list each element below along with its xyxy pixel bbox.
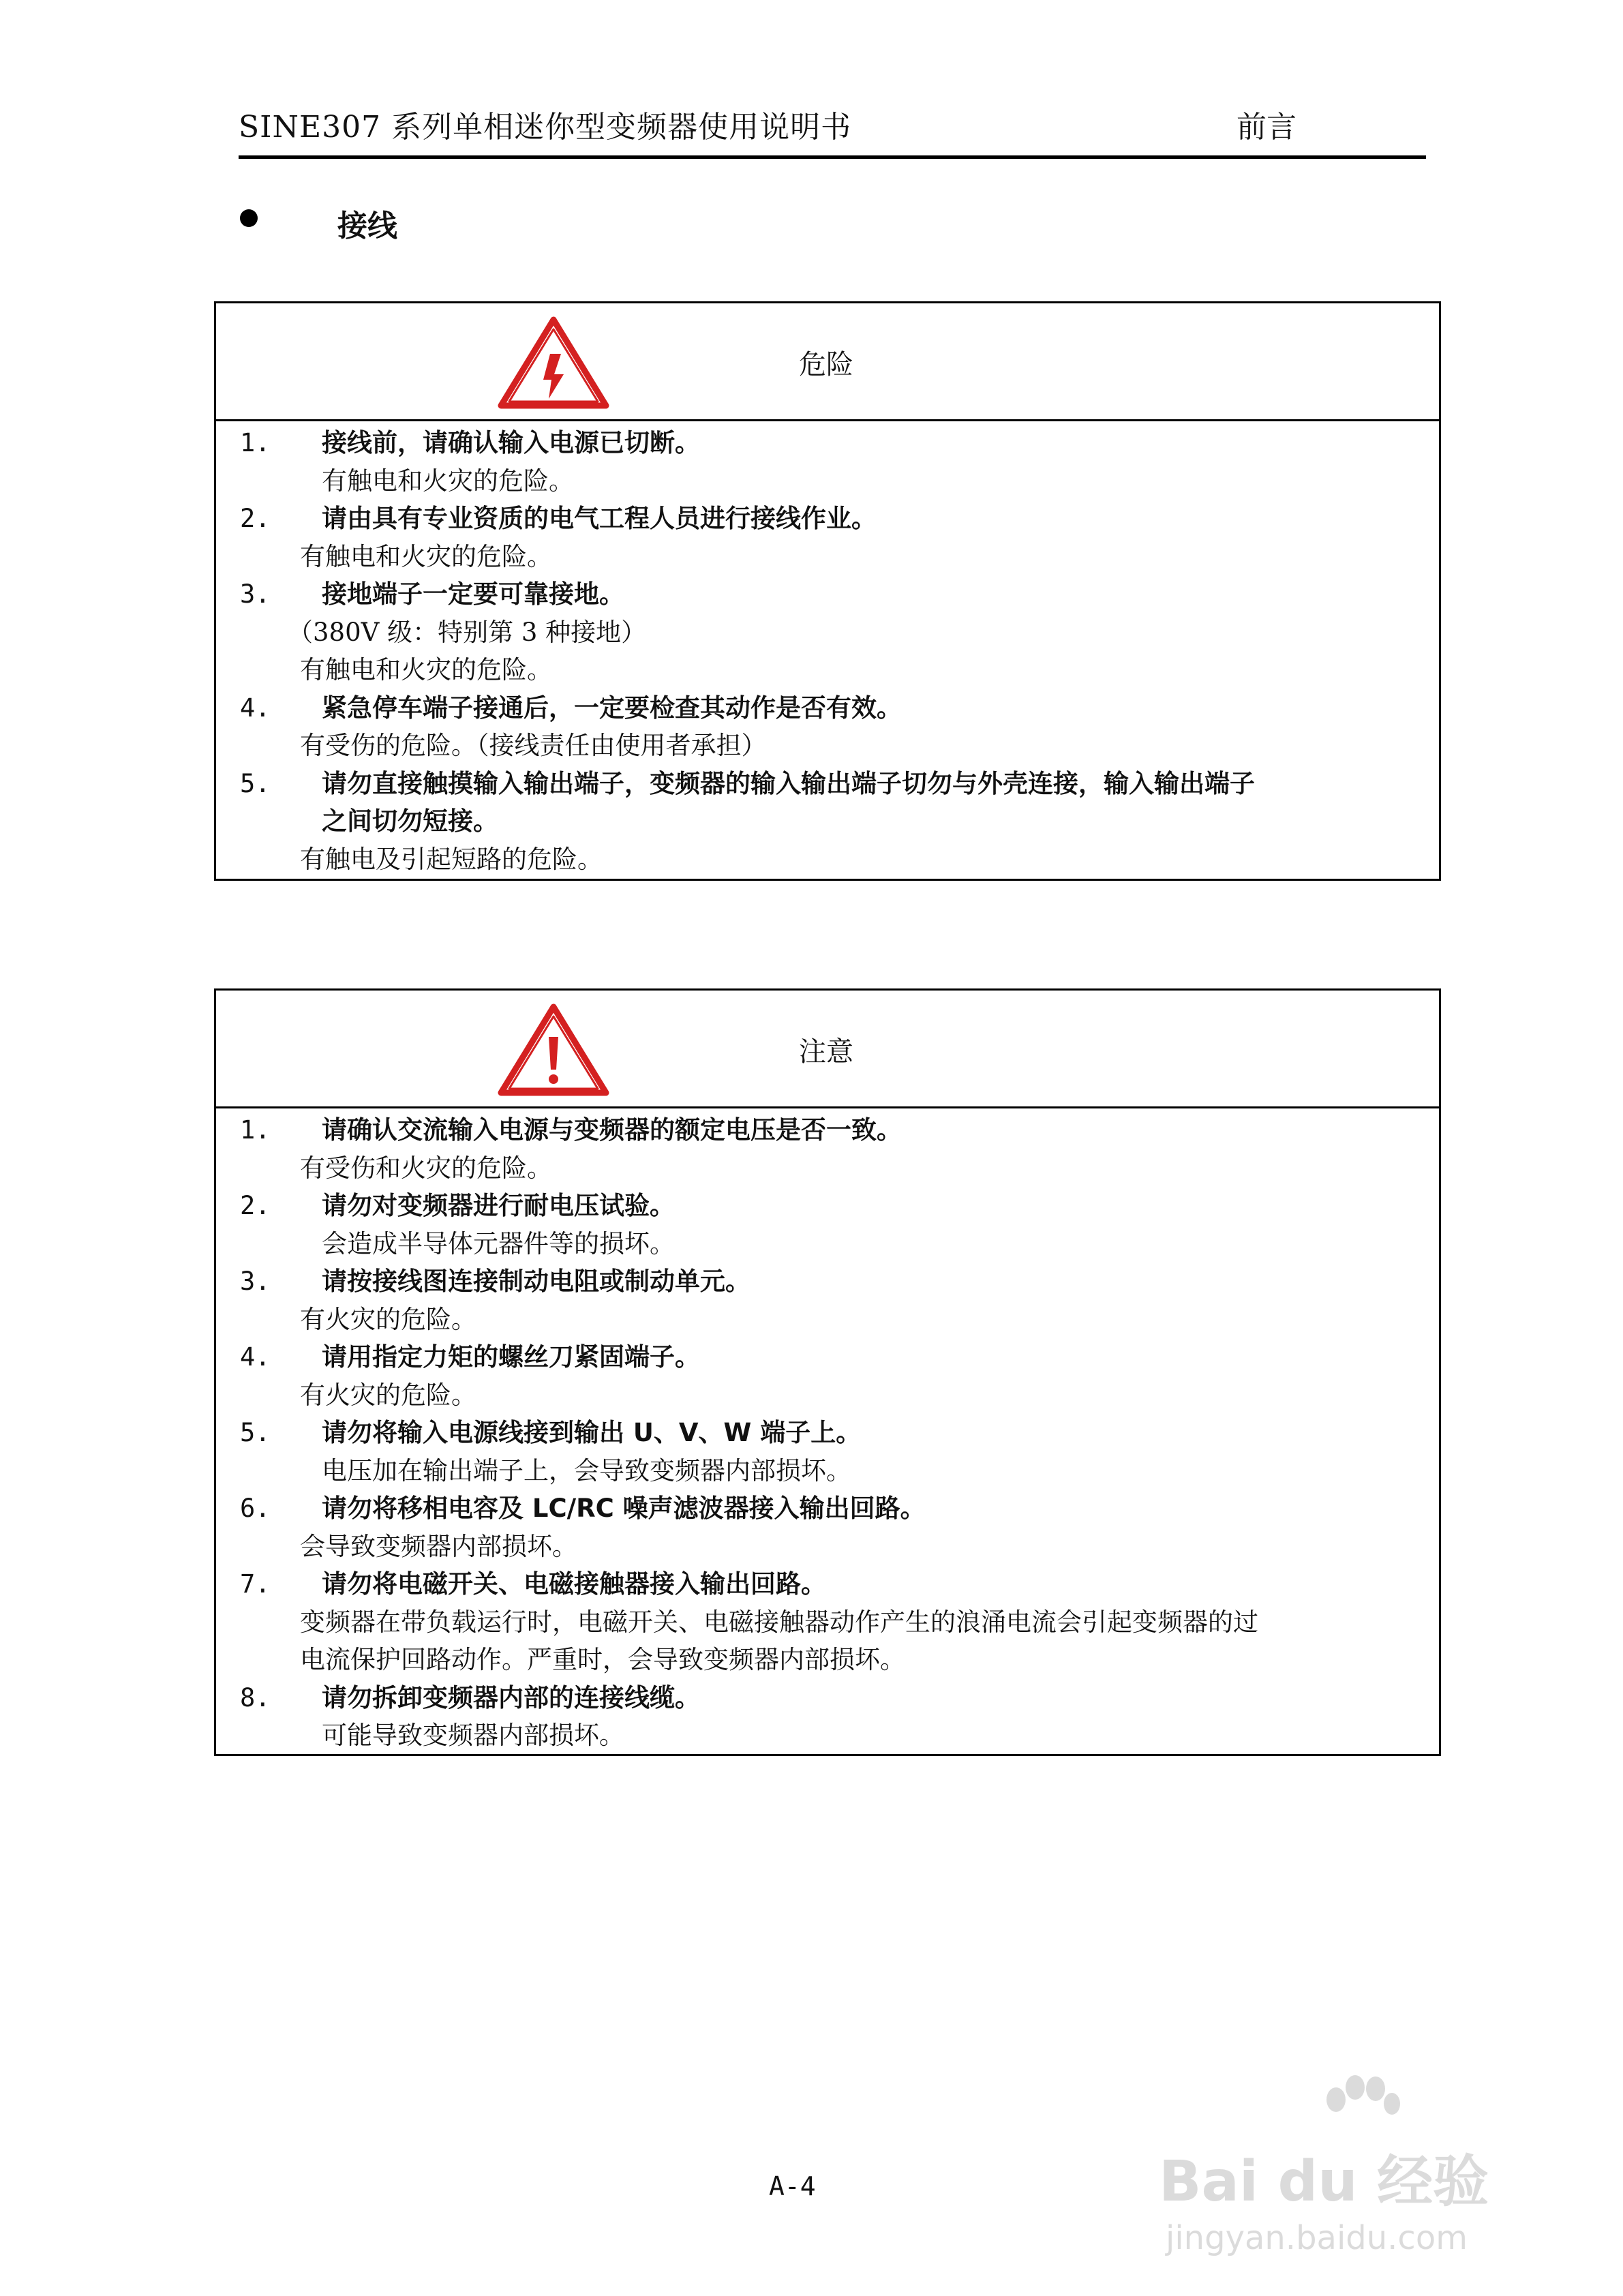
- item-number: 5.: [240, 768, 271, 798]
- item-title: 请勿对变频器进行耐电压试验。: [322, 1191, 675, 1220]
- section-heading: 接线: [337, 209, 397, 243]
- item-description: 变频器在带负载运行时，电磁开关、电磁接触器动作产生的浪涌电流会引起变频器的过: [300, 1607, 1258, 1637]
- caution-title: 注意: [799, 1036, 853, 1068]
- document-title: SINE307 系列单相迷你型变频器使用说明书: [239, 110, 852, 145]
- item-number: 7.: [240, 1569, 271, 1599]
- item-description: 有受伤和火灾的危险。: [300, 1153, 552, 1183]
- item-title: 请勿将输入电源线接到输出 U、V、W 端子上。: [322, 1418, 862, 1447]
- item-title: 请勿直接触摸输入输出端子，变频器的输入输出端子切勿与外壳连接，输入输出端子: [322, 768, 1255, 798]
- list-item: [216, 1490, 1439, 1528]
- list-item: [216, 1565, 1439, 1603]
- bullet-icon: [240, 209, 258, 227]
- item-title: 接地端子一定要可靠接地。: [322, 579, 624, 609]
- item-number: 5.: [240, 1418, 271, 1447]
- list-item: [216, 1338, 1439, 1376]
- list-item: [216, 1187, 1439, 1225]
- item-number: 4.: [240, 693, 271, 723]
- item-title: 请确认交流输入电源与变频器的额定电压是否一致。: [322, 1115, 902, 1145]
- item-title: 请用指定力矩的螺丝刀紧固端子。: [322, 1342, 700, 1372]
- item-number: 6.: [240, 1494, 271, 1523]
- item-number: 1.: [240, 428, 271, 457]
- caution-box-header: [216, 991, 1439, 1108]
- list-item: [216, 424, 1439, 462]
- item-title: 请勿拆卸变频器内部的连接线缆。: [322, 1682, 700, 1712]
- list-item: [216, 575, 1439, 614]
- item-desc-row: [216, 651, 1439, 689]
- baidu-jingyan-watermark: [1159, 2072, 1541, 2277]
- caution-box: [214, 988, 1441, 1756]
- item-description: 有触电及引起短路的危险。: [300, 844, 603, 874]
- list-item: [216, 765, 1439, 803]
- item-title: 请按接线图连接制动电阻或制动单元。: [322, 1267, 750, 1296]
- item-desc-row: [216, 841, 1439, 879]
- item-number: 1.: [240, 1115, 271, 1145]
- list-item: [216, 1414, 1439, 1452]
- item-desc-row: [216, 1603, 1439, 1642]
- item-desc-row: [216, 727, 1439, 765]
- item-title-continued-row: [216, 802, 1439, 841]
- item-title: 请勿将移相电容及 LC/RC 噪声滤波器接入输出回路。: [322, 1494, 926, 1523]
- list-item: [216, 1679, 1439, 1717]
- item-description: 会造成半导体元器件等的损坏。: [322, 1228, 675, 1258]
- item-desc-row: [216, 1717, 1439, 1755]
- item-desc-row: [216, 1225, 1439, 1263]
- item-number: 2.: [240, 504, 271, 533]
- item-description: 有受伤的危险。（接线责任由使用者承担）: [300, 731, 767, 760]
- item-desc-row: [216, 1149, 1439, 1188]
- page-header: [239, 101, 1426, 159]
- item-number: 2.: [240, 1191, 271, 1220]
- danger-title: 危险: [799, 349, 853, 380]
- item-title-continued: 之间切勿短接。: [322, 806, 498, 836]
- item-title: 请勿将电磁开关、电磁接触器接入输出回路。: [322, 1569, 826, 1599]
- item-desc-row: [216, 614, 1439, 652]
- item-number: 8.: [240, 1682, 271, 1712]
- item-description: 会导致变频器内部损坏。: [300, 1531, 577, 1561]
- list-item: [216, 1263, 1439, 1301]
- item-description: 电流保护回路动作。严重时，会导致变频器内部损坏。: [300, 1645, 905, 1674]
- section-name: 前言: [1237, 110, 1296, 145]
- watermark-brand: Bai du 经验: [1159, 2149, 1489, 2214]
- item-description: 可能导致变频器内部损坏。: [322, 1721, 624, 1750]
- item-title: 紧急停车端子接通后，一定要检查其动作是否有效。: [322, 693, 902, 723]
- exclamation-warning-icon: [496, 1001, 611, 1097]
- list-item: [216, 500, 1439, 538]
- item-desc-row: [216, 1528, 1439, 1566]
- item-title: 接线前，请确认输入电源已切断。: [322, 428, 700, 457]
- item-title: 请由具有专业资质的电气工程人员进行接线作业。: [322, 504, 877, 533]
- item-description: 有火灾的危险。: [300, 1304, 476, 1334]
- item-number: 3.: [240, 579, 271, 609]
- item-description: 有火灾的危险。: [300, 1380, 476, 1410]
- watermark-url: jingyan.baidu.com: [1166, 2219, 1468, 2257]
- item-desc-row: [216, 1376, 1439, 1415]
- item-desc-row: [216, 1301, 1439, 1339]
- item-number: 4.: [240, 1342, 271, 1372]
- item-desc-row: [216, 1641, 1439, 1679]
- danger-box: [214, 301, 1441, 881]
- item-desc-row: [216, 462, 1439, 500]
- list-item: [216, 689, 1439, 727]
- paw-logo-icon: [1316, 2072, 1404, 2141]
- item-desc-row: [216, 1452, 1439, 1490]
- danger-box-header: [216, 303, 1439, 421]
- item-description: 有触电和火灾的危险。: [300, 541, 552, 571]
- item-description: 电压加在输出端子上，会导致变频器内部损坏。: [322, 1455, 851, 1485]
- item-number: 3.: [240, 1267, 271, 1296]
- item-description: 有触电和火灾的危险。: [322, 466, 574, 496]
- item-desc-row: [216, 538, 1439, 576]
- item-description: 有触电和火灾的危险。: [300, 655, 552, 684]
- item-description: （380V 级：特别第 3 种接地）: [288, 617, 647, 647]
- page-number: A-4: [769, 2171, 816, 2201]
- list-item: [216, 1111, 1439, 1149]
- high-voltage-warning-icon: [496, 314, 611, 410]
